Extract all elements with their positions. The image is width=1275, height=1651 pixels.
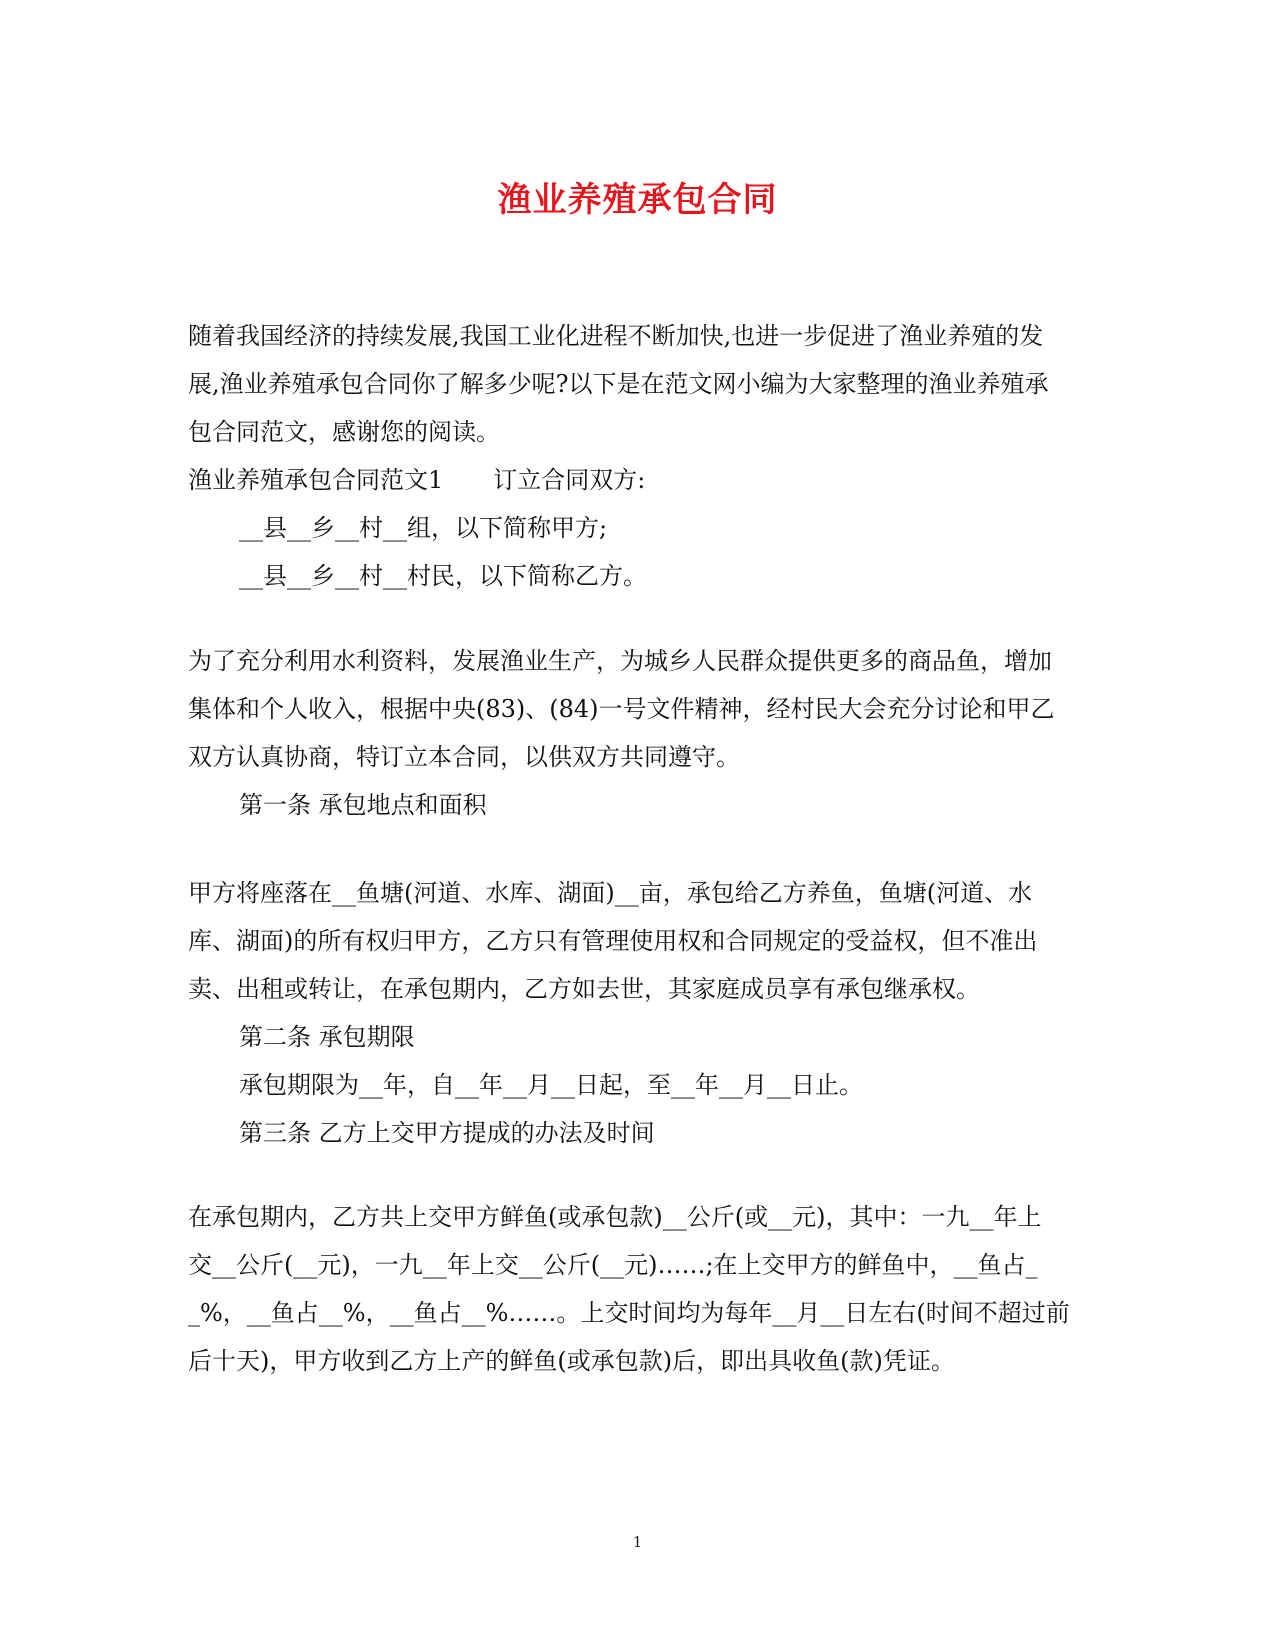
article3-line: _%，__鱼占__%，__鱼占__%……。上交时间均为每年__月__日左右(时间不超过前 [188, 1299, 1070, 1327]
preamble-line: 集体和个人收入，根据中央(83)、(84)一号文件精神，经村民大会充分讨论和甲乙 [188, 695, 1055, 723]
preamble-paragraph [188, 637, 1088, 829]
article3-line: 交__公斤(__元)，一九__年上交__公斤(__元)……;在上交甲方的鲜鱼中，__鱼占_ [188, 1251, 1038, 1279]
article2-heading: 第二条 承包期限 [239, 1023, 415, 1051]
article3-heading: 第三条 乙方上交甲方提成的办法及时间 [239, 1119, 655, 1147]
article3-line: 在承包期内，乙方共上交甲方鲜鱼(或承包款)__公斤(或__元)，其中：一九__年上 [188, 1203, 1042, 1231]
intro-paragraph [188, 312, 1088, 600]
article1-line: 甲方将座落在__鱼塘(河道、水库、湖面)__亩，承包给乙方养鱼，鱼塘(河道、水 [188, 879, 1033, 907]
article1-paragraph [188, 869, 1088, 1157]
party-b-line: __县__乡__村__村民，以下简称乙方。 [239, 562, 647, 590]
article3-paragraph [188, 1193, 1088, 1385]
preamble-line: 双方认真协商，特订立本合同，以供双方共同遵守。 [188, 743, 740, 771]
document-title: 渔业养殖承包合同 [497, 180, 778, 220]
intro-line: 随着我国经济的持续发展,我国工业化进程不断加快,也进一步促进了渔业养殖的发 [188, 322, 1044, 350]
intro-line: 包合同范文，感谢您的阅读。 [188, 418, 500, 446]
parties-label: 订立合同双方: [493, 466, 646, 494]
page-number: 1 [632, 1533, 643, 1551]
article2-text: 承包期限为__年，自__年__月__日起，至__年__月__日止。 [239, 1071, 863, 1099]
article3-line: 后十天)，甲方收到乙方上产的鲜鱼(或承包款)后，即出具收鱼(款)凭证。 [188, 1347, 955, 1375]
sample-heading-line [188, 456, 1088, 504]
article1-line: 卖、出租或转让，在承包期内，乙方如去世，其家庭成员享有承包继承权。 [188, 975, 980, 1003]
article1-heading: 第一条 承包地点和面积 [239, 791, 487, 819]
intro-line: 展,渔业养殖承包合同你了解多少呢?以下是在范文网小编为大家整理的渔业养殖承 [188, 370, 1049, 398]
sample-heading: 渔业养殖承包合同范文1 [188, 466, 444, 494]
preamble-line: 为了充分利用水利资料，发展渔业生产，为城乡人民群众提供更多的商品鱼，增加 [188, 647, 1052, 675]
party-a-line: __县__乡__村__组，以下简称甲方; [239, 514, 608, 542]
article1-line: 库、湖面)的所有权归甲方，乙方只有管理使用权和合同规定的受益权，但不准出 [188, 927, 1038, 955]
